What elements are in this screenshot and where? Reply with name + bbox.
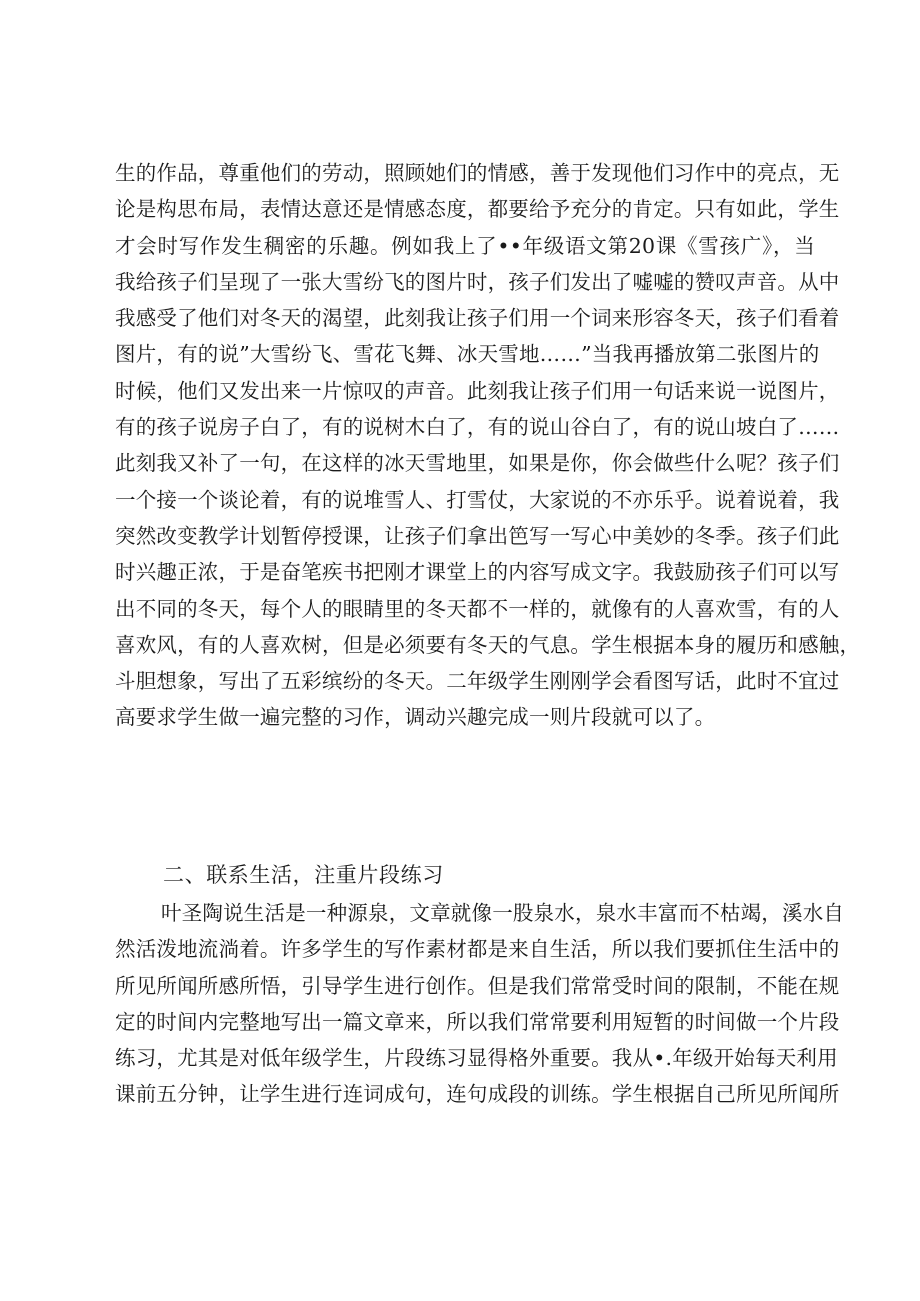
paragraph-line: 一个接一个谈论着，有的说堆雪人、打雪仗，大家说的不亦乐乎。说着说着，我 [115, 487, 840, 512]
paragraph-line: 生的作品，尊重他们的劳动，照顾她们的情感，善于发现他们习作中的亮点，无 [115, 161, 840, 185]
section-heading: 二、联系生活，注重片段练习 [163, 863, 444, 887]
paragraph-line: 出不同的冬天，每个人的眼睛里的冬天都不一样的，就像有的人喜欢雪，有的人 [115, 596, 840, 621]
paragraph-line: 我感受了他们对冬天的渴望，此刻我让孩子们用一个词来形容冬天，孩子们看着 [115, 306, 840, 331]
paragraph-line: 喜欢风，有的人喜欢树，但是必须要有冬天的气息。学生根据本身的履历和感触， [115, 632, 861, 657]
paragraph-line: 叶圣陶说生活是一种源泉，文章就像一股泉水，泉水丰富而不枯竭，溪水自 [161, 901, 845, 925]
paragraph-line: 时兴趣正浓，于是奋笔疾书把刚才课堂上的内容写成文字。我鼓励孩子们可以写 [115, 560, 840, 585]
paragraph-line: 此刻我又补了一句，在这样的冰天雪地里，如果是你，你会做些什么呢？孩子们 [115, 451, 840, 476]
paragraph-line: 时候，他们又发出来一片惊叹的声音。此刻我让孩子们用一句话来说一说图片， [115, 378, 840, 403]
paragraph-line: 我给孩子们呈现了一张大雪纷飞的图片时，孩子们发出了嘘嘘的赞叹声音。从中 [115, 269, 840, 294]
paragraph-2 [115, 895, 845, 1113]
paragraph-line: 定的时间内完整地写出一篇文章来，所以我们常常要利用短暂的时间做一个片段 [115, 1009, 840, 1034]
paragraph-line: 然活泼地流淌着。许多学生的写作素材都是来自生活，所以我们要抓住生活中的 [115, 937, 840, 962]
paragraph-line: 突然改变教学计划暂停授课，让孩子们拿出笆写一写心中美妙的冬季。孩子们此 [115, 523, 840, 548]
paragraph-line: 高要求学生做一遍完整的习作，调动兴趣完成一则片段就可以了。 [115, 705, 716, 730]
paragraph-line: 斗胆想象，写出了五彩缤纷的冬天。二年级学生刚刚学会看图写话，此时不宜过 [115, 669, 840, 694]
paragraph-line: 课前五分钟，让学生进行连词成句，连句成段的训练。学生根据自己所见所闻所 [115, 1082, 840, 1107]
paragraph-line: 有的孩子说房子白了，有的说树木白了，有的说山谷白了，有的说山坡白了…… [115, 415, 840, 440]
paragraph-line: 图片，有的说”大雪纷飞、雪花飞舞、冰天雪地……”当我再播放第二张图片的 [115, 342, 820, 367]
paragraph-line: 练习，尤其是对低年级学生，片段练习显得格外重要。我从•.年级开始每天利用 [115, 1046, 838, 1071]
paragraph-line: 才会时写作发生稠密的乐趣。例如我上了••年级语文第20课《雪孩广》，当 [115, 233, 815, 258]
paragraph-1 [115, 155, 861, 736]
paragraph-line: 所见所闻所感所悟，引导学生进行创作。但是我们常常受时间的限制，不能在规 [115, 973, 840, 998]
paragraph-line: 论是构思布局，表情达意还是情感态度，都要给予充分的肯定。只有如此，学生 [115, 197, 840, 222]
